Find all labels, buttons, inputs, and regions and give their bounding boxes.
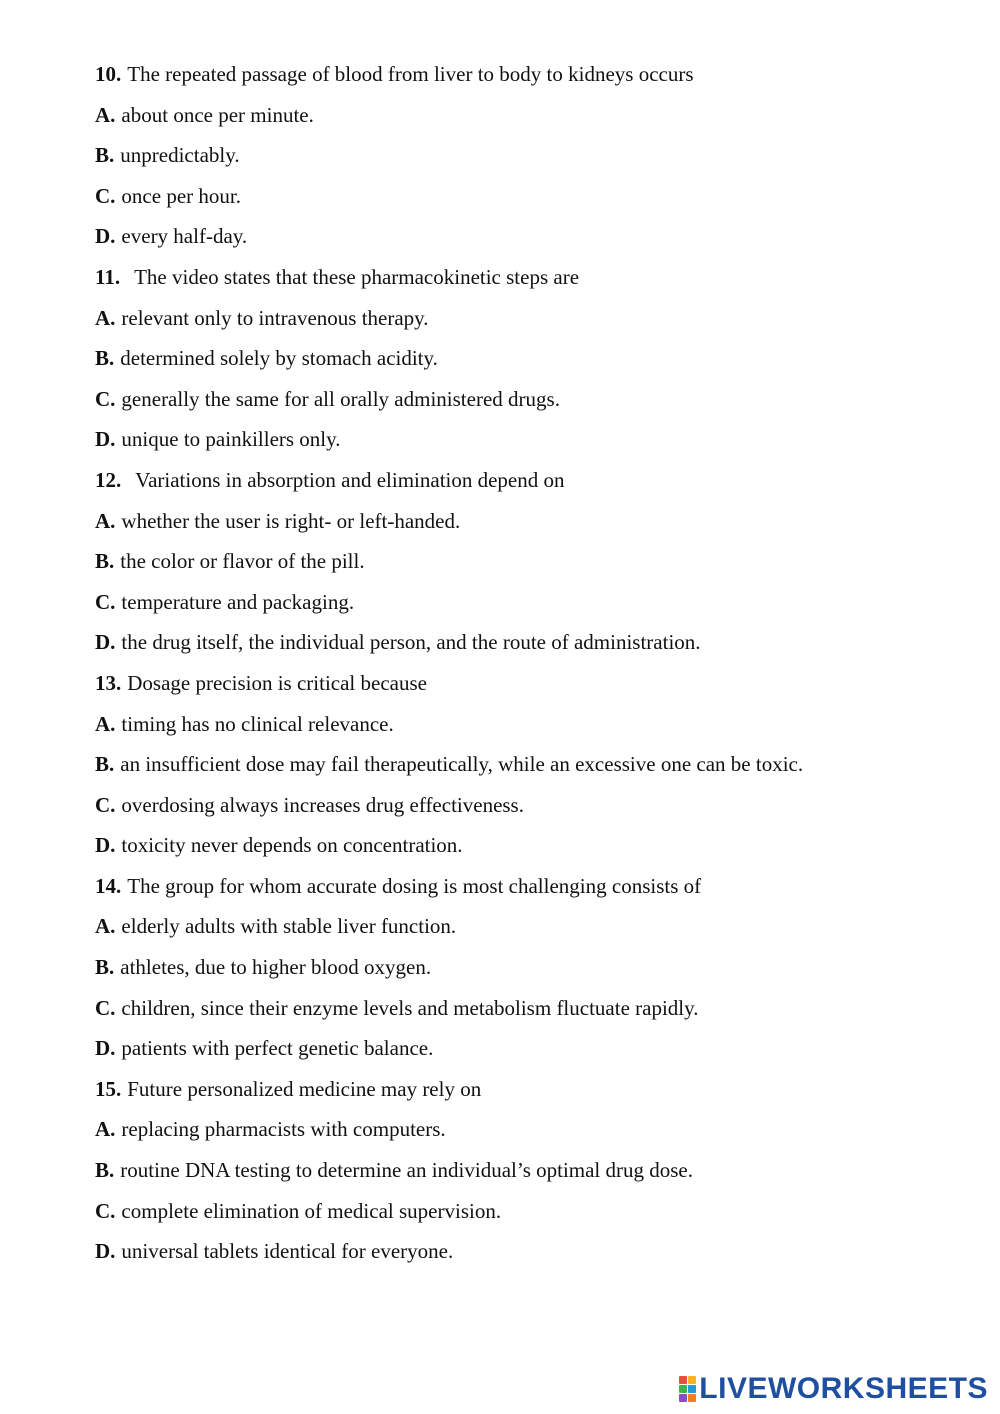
option-text: every half-day. — [121, 224, 248, 249]
question-text: The group for whom accurate dosing is most challenging consists of — [127, 873, 702, 898]
answer-option[interactable] — [95, 992, 975, 1033]
option-text: toxicity never depends on concentration. — [121, 833, 463, 858]
answer-option[interactable] — [95, 423, 975, 464]
question-stem — [95, 1073, 975, 1114]
logo-tile — [688, 1385, 696, 1393]
option-letter: B. — [95, 1158, 115, 1183]
answer-option[interactable] — [95, 748, 975, 789]
liveworksheets-logo[interactable] — [679, 1372, 988, 1406]
option-text: an insufficient dose may fail therapeutically, while an excessive one can be toxic. — [120, 752, 804, 777]
question-text: The video states that these pharmacokinetic steps are — [134, 264, 580, 289]
option-letter: A. — [95, 1117, 116, 1142]
logo-tile — [679, 1385, 687, 1393]
question-stem — [95, 667, 975, 708]
worksheet — [95, 58, 975, 1276]
option-text: the color or flavor of the pill. — [120, 549, 365, 574]
answer-option[interactable] — [95, 180, 975, 221]
option-text: replacing pharmacists with computers. — [121, 1117, 446, 1142]
option-letter: B. — [95, 752, 115, 777]
option-text: elderly adults with stable liver function. — [121, 914, 457, 939]
option-letter: A. — [95, 508, 116, 533]
option-text: children, since their enzyme levels and metabolism fluctuate rapidly. — [121, 995, 699, 1020]
question-number: 14. — [95, 873, 122, 898]
answer-option[interactable] — [95, 505, 975, 546]
option-text: unique to painkillers only. — [121, 427, 341, 452]
answer-option[interactable] — [95, 342, 975, 383]
option-text: routine DNA testing to determine an individual’s optimal drug dose. — [120, 1158, 694, 1183]
option-text: patients with perfect genetic balance. — [121, 1036, 434, 1061]
answer-option[interactable] — [95, 789, 975, 830]
answer-option[interactable] — [95, 1154, 975, 1195]
answer-option[interactable] — [95, 545, 975, 586]
answer-option[interactable] — [95, 383, 975, 424]
question-text: The repeated passage of blood from liver to body to kidneys occurs — [127, 62, 694, 86]
answer-option[interactable] — [95, 1113, 975, 1154]
option-text: relevant only to intravenous therapy. — [121, 305, 429, 330]
option-letter: A. — [95, 914, 116, 939]
question-number: 13. — [95, 670, 122, 695]
option-text: overdosing always increases drug effectiveness. — [121, 792, 524, 817]
question-text: Dosage precision is critical because — [127, 670, 427, 695]
option-letter: B. — [95, 346, 115, 371]
answer-option[interactable] — [95, 708, 975, 749]
answer-option[interactable] — [95, 1235, 975, 1276]
option-letter: C. — [95, 183, 116, 208]
option-letter: C. — [95, 386, 116, 411]
option-text: generally the same for all orally administered drugs. — [121, 386, 560, 411]
option-text: once per hour. — [121, 183, 241, 208]
logo-tile — [688, 1376, 696, 1384]
option-letter: C. — [95, 995, 116, 1020]
option-letter: A. — [95, 102, 116, 127]
option-letter: D. — [95, 833, 116, 858]
answer-option[interactable] — [95, 302, 975, 343]
option-text: whether the user is right- or left-handed. — [121, 508, 461, 533]
option-letter: C. — [95, 589, 116, 614]
option-letter: A. — [95, 305, 116, 330]
question-stem — [95, 58, 975, 99]
question-stem — [95, 870, 975, 911]
logo-tile — [679, 1376, 687, 1384]
question-stem — [95, 464, 975, 505]
question-text: Future personalized medicine may rely on — [127, 1076, 482, 1101]
option-letter: B. — [95, 143, 115, 168]
option-letter: B. — [95, 549, 115, 574]
logo-text: LIVEWORKSHEETS — [699, 1372, 988, 1405]
answer-option[interactable] — [95, 99, 975, 140]
option-text: determined solely by stomach acidity. — [120, 346, 438, 371]
answer-option[interactable] — [95, 829, 975, 870]
option-letter: C. — [95, 792, 116, 817]
option-letter: D. — [95, 224, 116, 249]
option-text: the drug itself, the individual person, and the route of administration. — [121, 630, 701, 655]
option-letter: A. — [95, 711, 116, 736]
option-letter: D. — [95, 1239, 116, 1264]
answer-option[interactable] — [95, 1195, 975, 1236]
option-text: temperature and packaging. — [121, 589, 355, 614]
logo-tile — [688, 1394, 696, 1402]
option-letter: C. — [95, 1198, 116, 1223]
question-number: 11. — [95, 264, 121, 289]
logo-mark-icon — [679, 1376, 696, 1402]
option-letter: D. — [95, 630, 116, 655]
answer-option[interactable] — [95, 139, 975, 180]
option-text: universal tablets identical for everyone. — [121, 1239, 454, 1264]
logo-tile — [679, 1394, 687, 1402]
option-letter: D. — [95, 1036, 116, 1061]
option-text: about once per minute. — [121, 102, 314, 127]
answer-option[interactable] — [95, 586, 975, 627]
answer-option[interactable] — [95, 220, 975, 261]
question-text: Variations in absorption and elimination depend on — [135, 467, 565, 492]
question-number: 10. — [95, 62, 122, 86]
answer-option[interactable] — [95, 1032, 975, 1073]
question-number: 12. — [95, 467, 122, 492]
answer-option[interactable] — [95, 951, 975, 992]
option-letter: D. — [95, 427, 116, 452]
answer-option[interactable] — [95, 910, 975, 951]
question-stem — [95, 261, 975, 302]
question-number: 15. — [95, 1076, 122, 1101]
option-text: timing has no clinical relevance. — [121, 711, 394, 736]
option-text: unpredictably. — [120, 143, 240, 168]
answer-option[interactable] — [95, 626, 975, 667]
option-text: complete elimination of medical supervision. — [121, 1198, 502, 1223]
option-letter: B. — [95, 955, 115, 980]
option-text: athletes, due to higher blood oxygen. — [120, 955, 432, 980]
